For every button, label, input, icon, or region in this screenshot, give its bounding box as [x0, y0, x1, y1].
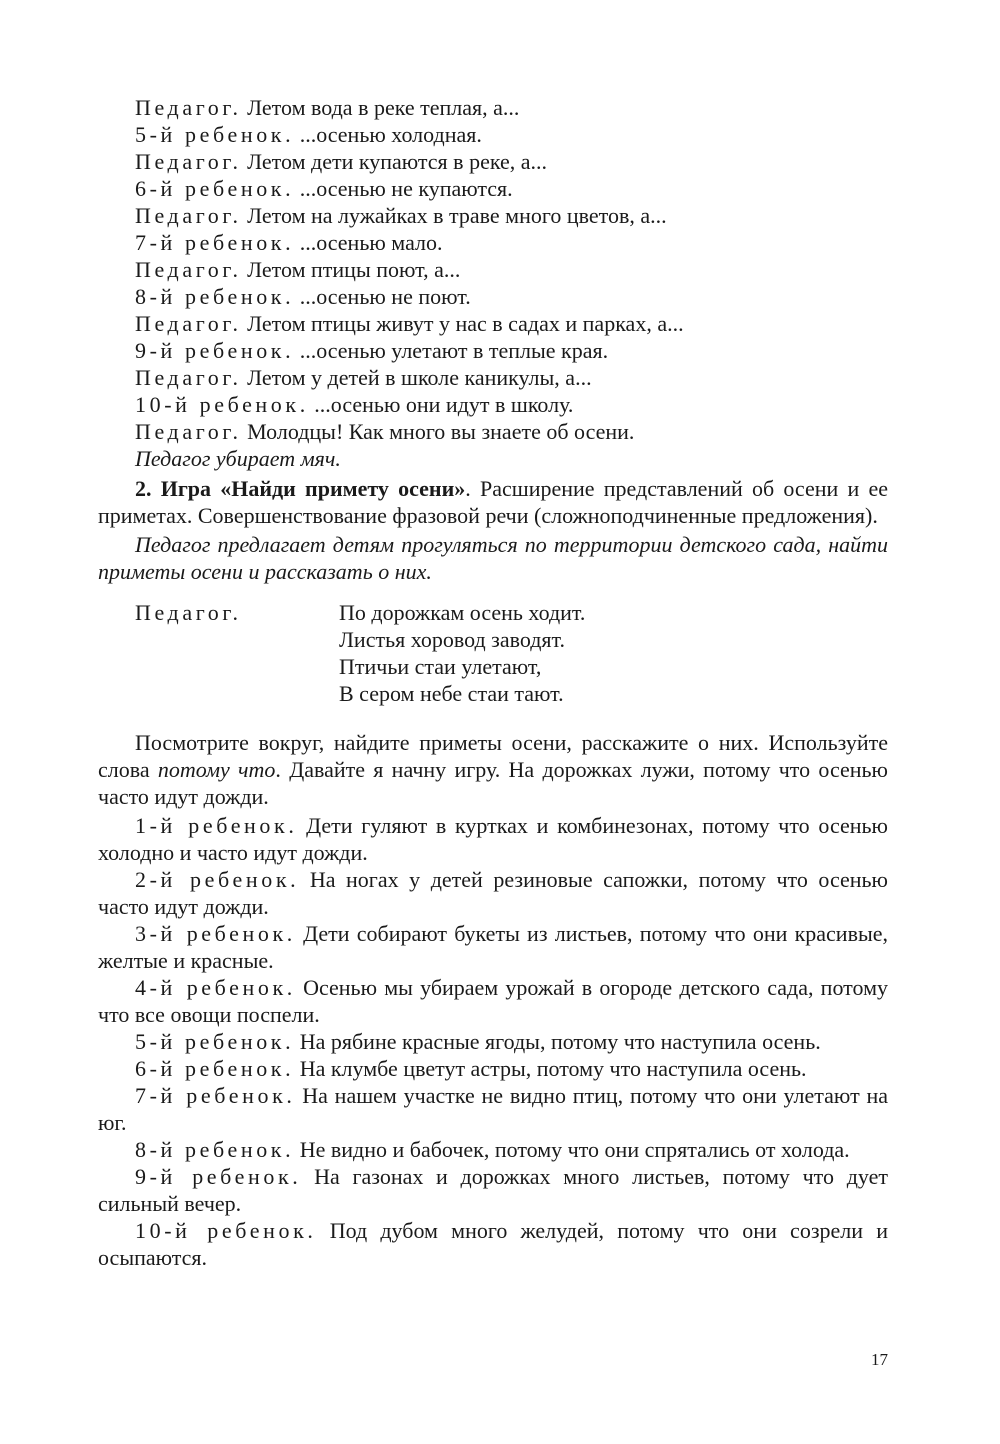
dialogue-line	[98, 283, 888, 310]
speaker-label: 5-й ребенок.	[135, 122, 295, 147]
speaker-label: 9-й ребенок.	[135, 338, 295, 363]
dialogue-line	[98, 256, 888, 283]
speaker-label: Педагог.	[135, 95, 242, 120]
line-text: Не видно и бабочек, потому что они спрятались от холода.	[294, 1137, 850, 1162]
poem-verses	[339, 599, 888, 707]
speaker-label: 10-й ребенок.	[135, 392, 309, 417]
line-text: На нашем участке не видно птиц, потому что они улетают на юг.	[98, 1083, 889, 1135]
dialogue-line	[98, 1163, 888, 1217]
game-title: 2. Игра «Найди примету осени»	[135, 476, 466, 501]
poem-speaker: Педагог.	[135, 600, 242, 625]
stage-direction-walk: Педагог предлагает детям прогуляться по территории детского сада, найти приметы осени и рассказать о них.	[98, 532, 888, 584]
dialogue-line	[98, 418, 888, 445]
game-description: . Расширение представлений об осени и ее приметах. Совершенствование фразовой речи (сложноподчиненные предложения).	[98, 476, 888, 528]
line-text: ...осенью мало.	[294, 230, 443, 255]
page-body	[98, 94, 888, 1271]
speaker-label: 3-й ребенок.	[135, 921, 296, 946]
dialogue-line	[98, 1136, 888, 1163]
poem-line: Птичьи стаи улетают,	[339, 654, 542, 679]
line-text: На газонах и дорожках много листьев, потому что дует сильный вечер.	[98, 1164, 888, 1216]
dialogue-line	[98, 866, 888, 920]
line-text: ...осенью они идут в школу.	[308, 392, 574, 417]
speaker-label: Педагог.	[135, 419, 242, 444]
dialogue-line	[98, 1082, 888, 1136]
intro-italic: потому что	[157, 757, 276, 782]
dialogue-line	[98, 1028, 888, 1055]
dialogue-line	[98, 337, 888, 364]
dialogue-line	[98, 812, 888, 866]
line-text: ...осенью не купаются.	[294, 176, 513, 201]
line-text: Летом дети купаются в реке, а...	[241, 149, 547, 174]
speaker-label: 6-й ребенок.	[135, 176, 295, 201]
line-text: Летом вода в реке теплая, а...	[241, 95, 520, 120]
dialogue-line	[98, 148, 888, 175]
poem-line: В сером небе стаи тают.	[339, 681, 564, 706]
dialogue-block-1	[98, 94, 888, 445]
line-text: Под дубом много желудей, потому что они созрели и осыпаются.	[98, 1218, 888, 1270]
poem-block	[98, 599, 888, 707]
speaker-label: 8-й ребенок.	[135, 1137, 295, 1162]
dialogue-line	[98, 974, 888, 1028]
line-text: Дети собирают букеты из листьев, потому что они красивые, желтые и красные.	[98, 921, 888, 973]
line-text: На клумбе цветут астры, потому что наступила осень.	[294, 1056, 807, 1081]
speaker-label: 10-й ребенок.	[135, 1218, 317, 1243]
speaker-label: Педагог.	[135, 311, 242, 336]
page-number: 17	[871, 1350, 888, 1369]
line-text: Дети гуляют в куртках и комбинезонах, потому что осенью холодно и часто идут дожди.	[98, 813, 888, 865]
speaker-label: 9-й ребенок.	[135, 1164, 302, 1189]
speaker-label: 7-й ребенок.	[135, 230, 295, 255]
line-text: ...осенью не поют.	[294, 284, 471, 309]
speaker-label: 4-й ребенок.	[135, 975, 296, 1000]
line-text: На рябине красные ягоды, потому что наступила осень.	[294, 1029, 821, 1054]
dialogue-line	[98, 310, 888, 337]
dialogue-line	[98, 364, 888, 391]
speaker-label: Педагог.	[135, 149, 242, 174]
dialogue-line	[98, 94, 888, 121]
dialogue-line	[98, 1055, 888, 1082]
line-text: Молодцы! Как много вы знаете об осени.	[241, 419, 635, 444]
speaker-label: 5-й ребенок.	[135, 1029, 295, 1054]
dialogue-block-2	[98, 812, 888, 1271]
intro-text-after: . Давайте я начну игру. На дорожках лужи, потому что осенью часто идут дожди.	[98, 757, 888, 809]
speaker-label: 6-й ребенок.	[135, 1056, 295, 1081]
line-text: Летом у детей в школе каникулы, а...	[241, 365, 592, 390]
line-text: ...осенью улетают в теплые края.	[294, 338, 609, 363]
speaker-label: 2-й ребенок.	[135, 867, 300, 892]
speaker-label: 8-й ребенок.	[135, 284, 295, 309]
speaker-label: 1-й ребенок.	[135, 813, 298, 838]
stage-direction-ball: Педагог убирает мяч.	[135, 446, 341, 471]
speaker-label: Педагог.	[135, 203, 242, 228]
dialogue-line	[98, 229, 888, 256]
speaker-label: 7-й ребенок.	[135, 1083, 296, 1108]
dialogue-line	[98, 202, 888, 229]
dialogue-line	[98, 121, 888, 148]
poem-line: По дорожкам осень ходит.	[339, 600, 586, 625]
line-text: Летом птицы живут у нас в садах и парках, а...	[241, 311, 684, 336]
line-text: Осенью мы убираем урожай в огороде детского сада, потому что все овощи поспели.	[98, 975, 888, 1027]
dialogue-line	[98, 391, 888, 418]
line-text: ...осенью холодная.	[294, 122, 482, 147]
line-text: Летом на лужайках в траве много цветов, а...	[241, 203, 667, 228]
line-text: На ногах у детей резиновые сапожки, потому что осенью часто идут дожди.	[98, 867, 888, 919]
dialogue-line	[98, 920, 888, 974]
dialogue-line	[98, 1217, 888, 1271]
dialogue-line	[98, 175, 888, 202]
speaker-label: Педагог.	[135, 257, 242, 282]
intro-text-before: Посмотрите вокруг, найдите приметы осени, расскажите о них. Используйте слова	[98, 730, 888, 782]
intro-paragraph	[98, 729, 888, 810]
speaker-label: Педагог.	[135, 365, 242, 390]
line-text: Летом птицы поют, а...	[241, 257, 461, 282]
game-heading-paragraph	[98, 475, 888, 529]
poem-line: Листья хоровод заводят.	[339, 627, 566, 652]
